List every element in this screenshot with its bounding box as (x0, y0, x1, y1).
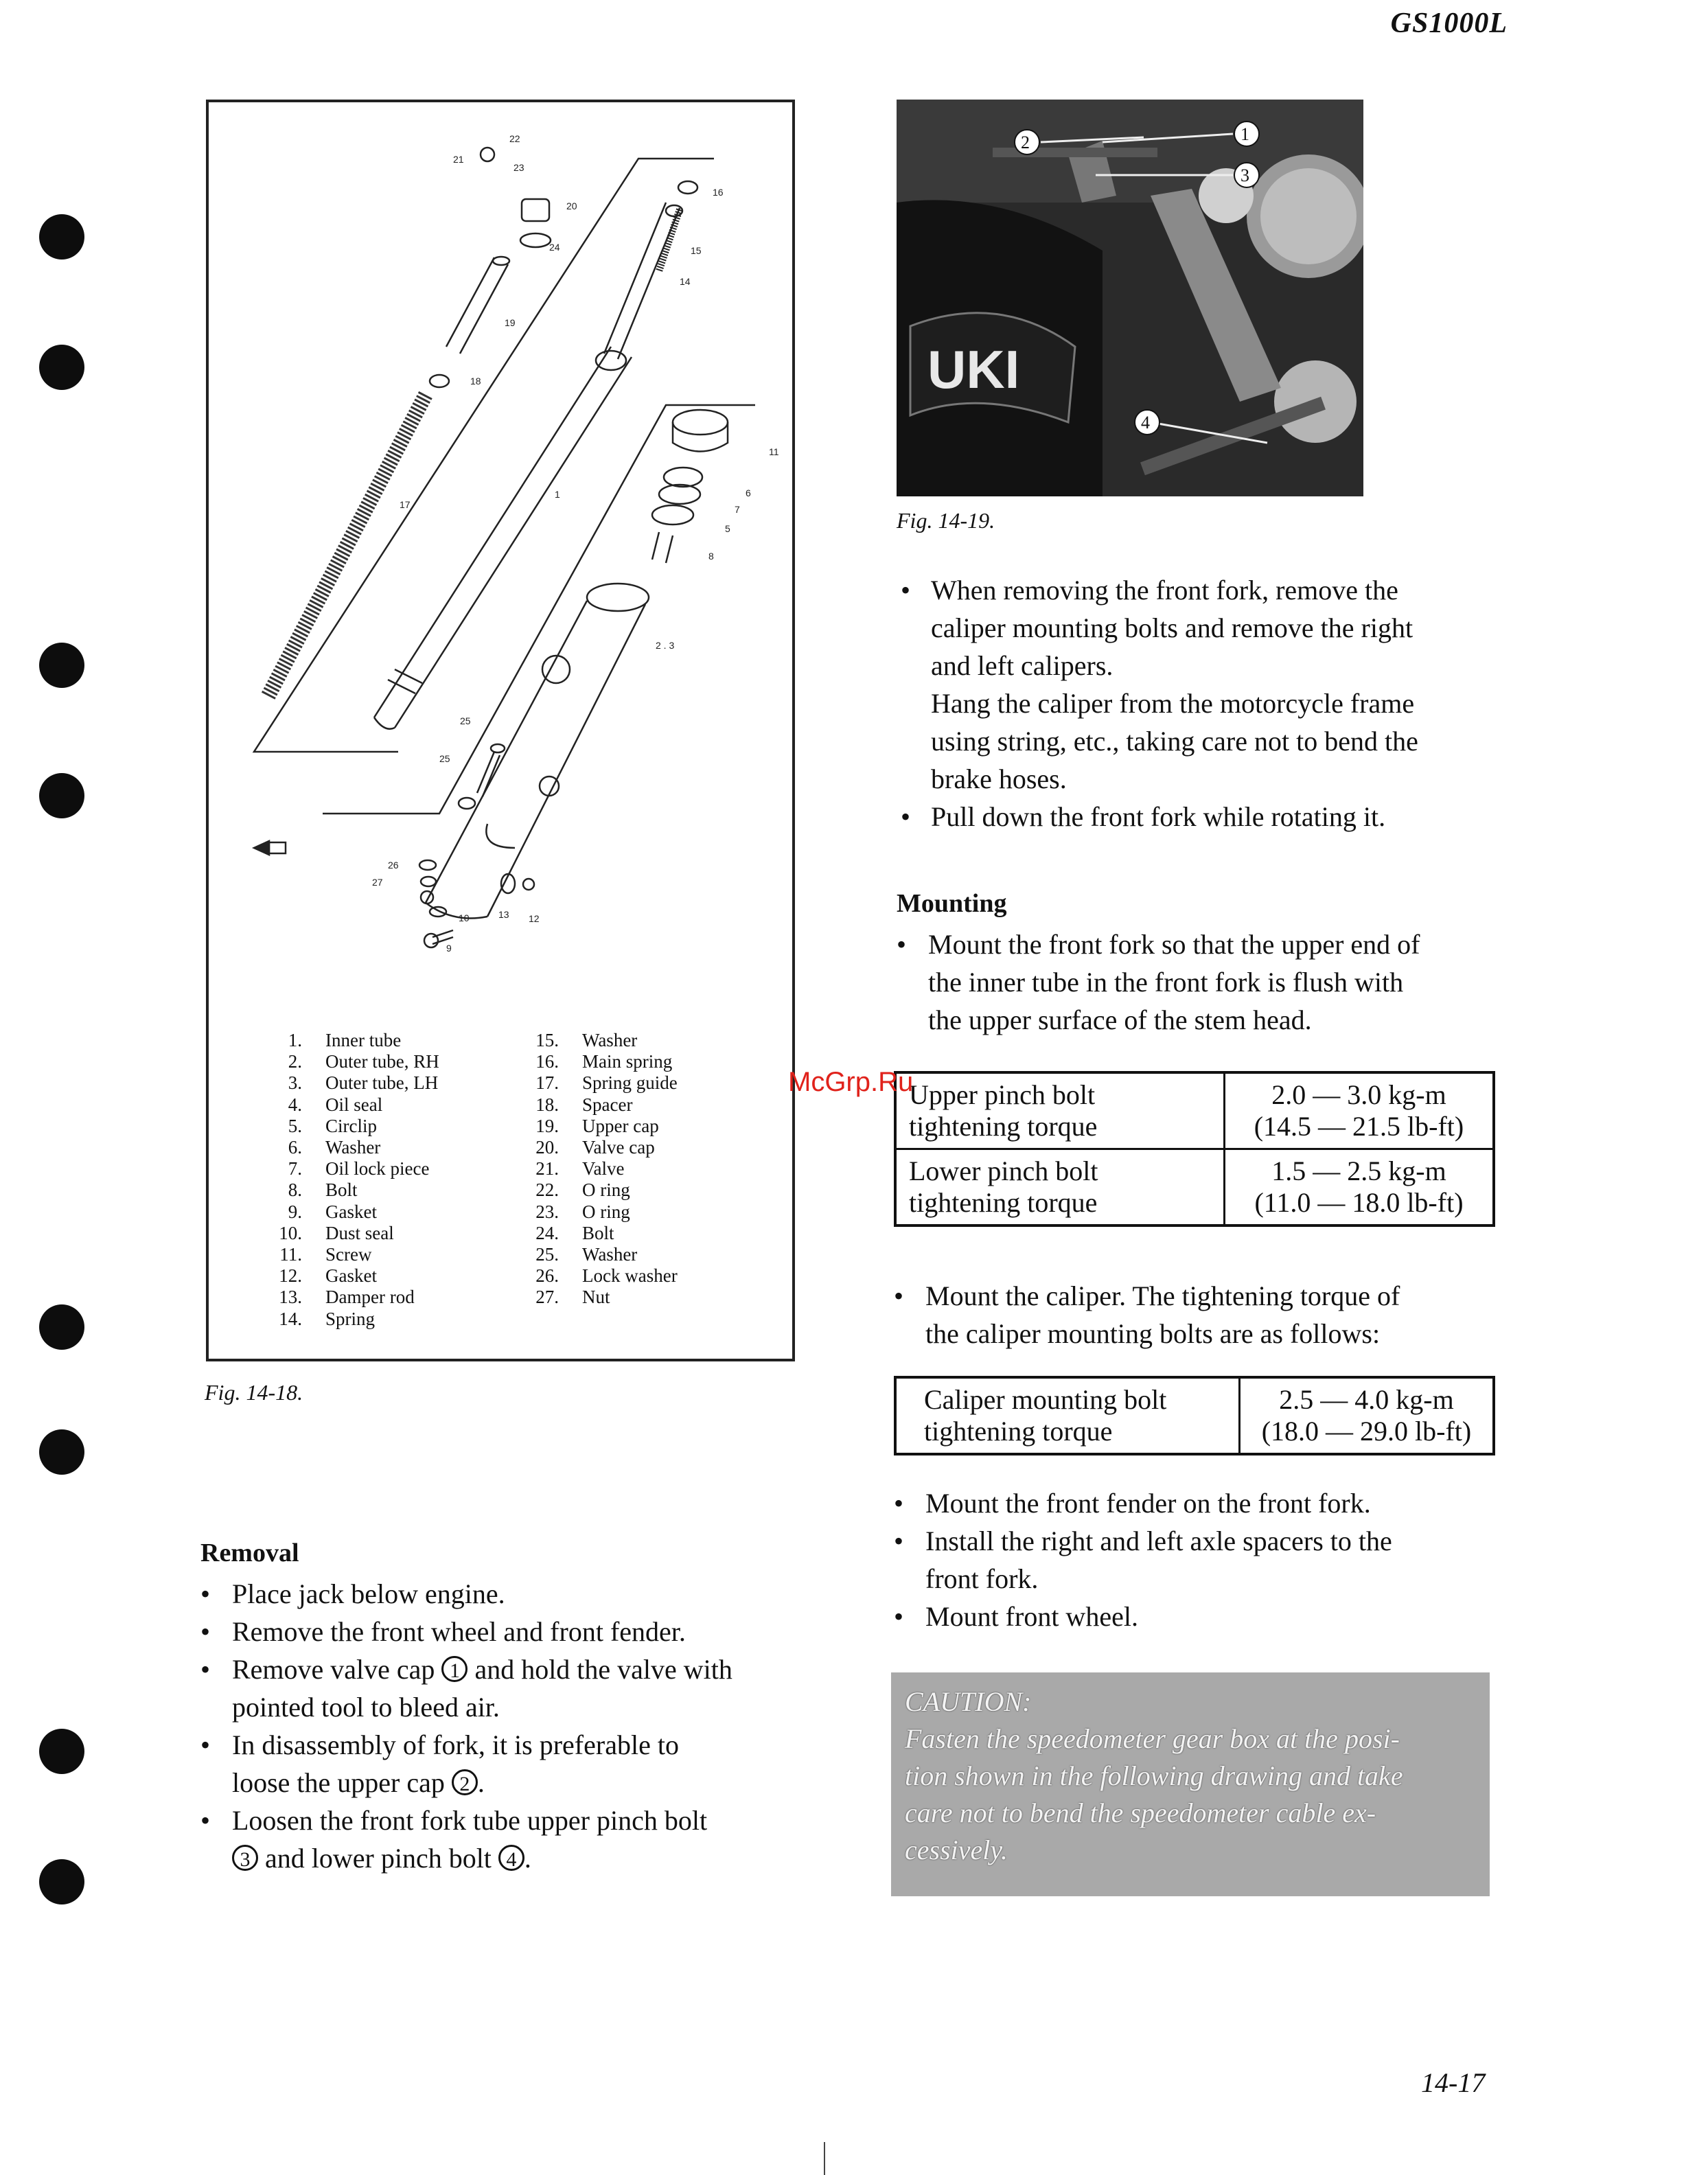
part-number: 11. (279, 1244, 302, 1265)
part-number: 21. (535, 1158, 559, 1179)
part-number: 6. (288, 1137, 302, 1158)
parts-list-item (531, 1051, 761, 1072)
parts-list-item (275, 1116, 504, 1137)
callout-11: 12 (529, 913, 540, 924)
callout-2-icon: 2 (452, 1769, 478, 1795)
part-number: 15. (535, 1030, 559, 1050)
callout-2-3: 2 . 3 (656, 640, 675, 651)
parts-list-item (275, 1265, 504, 1287)
parts-list-item (531, 1137, 761, 1158)
part-number: 17. (535, 1072, 559, 1094)
part-name: Oil seal (325, 1094, 383, 1115)
removal-item-3: • Remove valve cap 1 and hold the valve with pointed tool to bleed air. (200, 1654, 732, 1723)
parts-list-item (531, 1030, 761, 1051)
front-fork-removal-note: • When removing the front fork, remove the caliper mounting bolts and remove the right and left calipers. Hang the caliper from the motorcycle frame using string, etc., taking care not to bend the brake hoses. (901, 575, 1418, 794)
lower-pinch-value: 1.5 — 2.5 kg-m (11.0 — 18.0 lb-ft) (1225, 1149, 1494, 1226)
callout-10: 11 (769, 446, 779, 457)
fig-14-19-caption: Fig. 14-19. (897, 508, 995, 533)
callout-4: 5 (725, 523, 730, 534)
callout-22: 23 (513, 162, 524, 173)
parts-list-item (531, 1072, 761, 1094)
binder-hole (39, 214, 84, 260)
mounting-note: • Mount the front fork so that the upper end of the inner tube in the front fork is flush with the upper surface of the stem head. (897, 929, 1420, 1035)
parts-list-item (275, 1309, 504, 1330)
callout-6: 7 (735, 504, 740, 515)
part-number: 7. (288, 1158, 302, 1179)
parts-list (275, 1030, 761, 1330)
parts-list-left (275, 1030, 504, 1330)
part-name: Spring guide (582, 1072, 678, 1094)
part-name: Outer tube, RH (325, 1051, 439, 1072)
parts-list-item (531, 1287, 761, 1308)
part-name: Oil lock piece (325, 1158, 430, 1179)
parts-list-item (531, 1158, 761, 1179)
photo-callout-1: 1 (1240, 124, 1249, 144)
callout-20: 21 (453, 154, 464, 165)
callout-26: 27 (372, 877, 383, 888)
part-name: Nut (582, 1287, 610, 1308)
parts-list-item (275, 1072, 504, 1094)
callout-12: 13 (498, 909, 509, 920)
removal-item-5: • Loosen the front fork tube upper pinch bolt 3 and lower pinch bolt 4 . (200, 1805, 708, 1874)
part-name: Screw (325, 1244, 372, 1265)
callout-1-icon: 1 (441, 1656, 468, 1682)
parts-list-item (531, 1094, 761, 1116)
part-name: Damper rod (325, 1287, 415, 1308)
parts-list-item (275, 1244, 504, 1265)
parts-list-item (531, 1179, 761, 1201)
part-name: Gasket (325, 1265, 377, 1287)
part-number: 9. (288, 1201, 302, 1222)
parts-list-item (275, 1051, 504, 1072)
callout-5: 6 (746, 487, 751, 498)
callout-23: 24 (549, 242, 560, 253)
callout-13: 14 (680, 276, 691, 287)
binder-hole (39, 1429, 84, 1475)
part-number: 10. (279, 1222, 302, 1243)
axle-spacer-note: • Install the right and left axle spacers to the front fork. (894, 1526, 1392, 1594)
tank-logo-text: UKI (927, 339, 1020, 400)
table-row (895, 1072, 1494, 1149)
part-name: Spacer (582, 1094, 633, 1115)
binder-hole (39, 1304, 84, 1350)
caliper-label: Caliper mounting bolt tightening torque (895, 1377, 1240, 1454)
part-name: O ring (582, 1179, 630, 1201)
caution-title: CAUTION: (905, 1686, 1032, 1717)
parts-list-item (275, 1137, 504, 1158)
callout-3-icon: 3 (232, 1845, 258, 1871)
part-number: 27. (535, 1287, 559, 1308)
part-number: 25. (535, 1244, 559, 1265)
parts-list-item (531, 1223, 761, 1244)
binder-hole (39, 1859, 84, 1904)
mounting-heading: Mounting (897, 889, 1007, 918)
callout-14: 15 (691, 245, 702, 256)
caution-line: tion shown in the following drawing and take (905, 1760, 1403, 1791)
callout-24: 25 (460, 715, 471, 726)
part-name: Washer (325, 1137, 381, 1158)
callout-9: 10 (459, 912, 470, 923)
caution-line: Fasten the speedometer gear box at the posi- (905, 1723, 1400, 1754)
callout-19: 20 (566, 200, 577, 211)
parts-list-item (275, 1158, 504, 1179)
fig-14-18-caption: Fig. 14-18. (205, 1380, 303, 1405)
binder-hole (39, 345, 84, 390)
parts-list-right (531, 1030, 761, 1330)
part-number: 2. (288, 1051, 302, 1072)
part-number: 16. (535, 1051, 559, 1072)
part-name: Valve cap (582, 1137, 655, 1158)
removal-heading: Removal (200, 1539, 299, 1567)
upper-pinch-label: Upper pinch bolt tightening torque (895, 1072, 1225, 1149)
removal-item-4: • In disassembly of fork, it is preferable to loose the upper cap 2 . (200, 1729, 679, 1798)
parts-list-item (275, 1094, 504, 1116)
parts-list-item (275, 1179, 504, 1201)
parts-list-item (275, 1287, 504, 1308)
parts-list-item (275, 1223, 504, 1244)
page-number: 14-17 (1421, 2067, 1486, 2098)
part-name: Main spring (582, 1051, 673, 1072)
callout-1: 1 (555, 489, 560, 500)
part-number: 20. (535, 1137, 559, 1158)
part-name: Bolt (582, 1222, 614, 1243)
photo-callout-4: 4 (1141, 413, 1150, 433)
caliper-torque-table (894, 1376, 1495, 1455)
binder-hole (39, 1729, 84, 1774)
part-name: Washer (582, 1030, 638, 1050)
part-name: Circlip (325, 1115, 377, 1136)
part-name: Valve (582, 1158, 625, 1179)
caution-box (891, 1672, 1490, 1896)
part-number: 24. (535, 1222, 559, 1243)
part-name: Lock washer (582, 1265, 678, 1287)
part-number: 5. (288, 1115, 302, 1136)
watermark-text: McGrp.Ru (788, 1067, 914, 1097)
callout-18: 19 (505, 317, 516, 328)
part-name: Inner tube (325, 1030, 402, 1050)
callout-16: 17 (400, 499, 411, 510)
part-number: 22. (535, 1179, 559, 1201)
part-name: Bolt (325, 1179, 358, 1201)
part-name: Upper cap (582, 1115, 659, 1136)
part-name: Outer tube, LH (325, 1072, 439, 1094)
part-number: 3. (288, 1072, 302, 1094)
part-number: 1. (288, 1030, 302, 1050)
parts-list-item (531, 1201, 761, 1223)
part-number: 19. (535, 1115, 559, 1136)
part-name: Washer (582, 1244, 638, 1265)
table-row (895, 1149, 1494, 1226)
photo-illustration (897, 100, 1363, 496)
callout-25b: 26 (388, 860, 399, 871)
callout-8: 9 (446, 943, 452, 954)
part-number: 26. (535, 1265, 559, 1287)
part-number: 8. (288, 1179, 302, 1201)
photo-callout-3: 3 (1240, 165, 1249, 185)
callout-7: 8 (708, 551, 714, 562)
binder-hole (39, 643, 84, 688)
part-number: 13. (279, 1287, 302, 1308)
callout-25a: 25 (439, 753, 450, 764)
pinch-bolt-torque-table (894, 1071, 1495, 1227)
front-fork-exploded-diagram (227, 120, 789, 992)
callout-17: 18 (470, 376, 481, 387)
part-name: Gasket (325, 1201, 377, 1222)
part-name: O ring (582, 1201, 630, 1222)
part-number: 12. (279, 1265, 302, 1287)
parts-list-item (275, 1201, 504, 1223)
table-row (895, 1377, 1494, 1454)
parts-list-item (531, 1265, 761, 1287)
parts-list-item (531, 1244, 761, 1265)
part-number: 23. (535, 1201, 559, 1222)
caliper-mount-note: • Mount the caliper. The tightening torque of the caliper mounting bolts are as follows: (894, 1280, 1400, 1349)
callout-21: 22 (509, 133, 520, 144)
part-number: 14. (279, 1308, 302, 1329)
part-number: 18. (535, 1094, 559, 1115)
caution-line: care not to bend the speedometer cable ex- (905, 1797, 1376, 1828)
photo-callout-2: 2 (1021, 133, 1030, 152)
parts-list-item (275, 1030, 504, 1051)
page-crease-mark (824, 2142, 825, 2175)
binder-hole (39, 773, 84, 818)
lower-pinch-label: Lower pinch bolt tightening torque (895, 1149, 1225, 1226)
caliper-value: 2.5 — 4.0 kg-m (18.0 — 29.0 lb-ft) (1240, 1377, 1494, 1454)
model-header: GS1000L (1390, 8, 1508, 39)
caution-line: cessively. (905, 1834, 1008, 1865)
callout-4-icon: 4 (498, 1845, 524, 1871)
part-number: 4. (288, 1094, 302, 1115)
upper-pinch-value: 2.0 — 3.0 kg-m (14.5 — 21.5 lb-ft) (1225, 1072, 1494, 1149)
parts-list-item (531, 1116, 761, 1137)
front-fork-photo (897, 100, 1363, 496)
callout-15: 16 (713, 187, 724, 198)
part-name: Dust seal (325, 1222, 394, 1243)
part-name: Spring (325, 1308, 376, 1329)
